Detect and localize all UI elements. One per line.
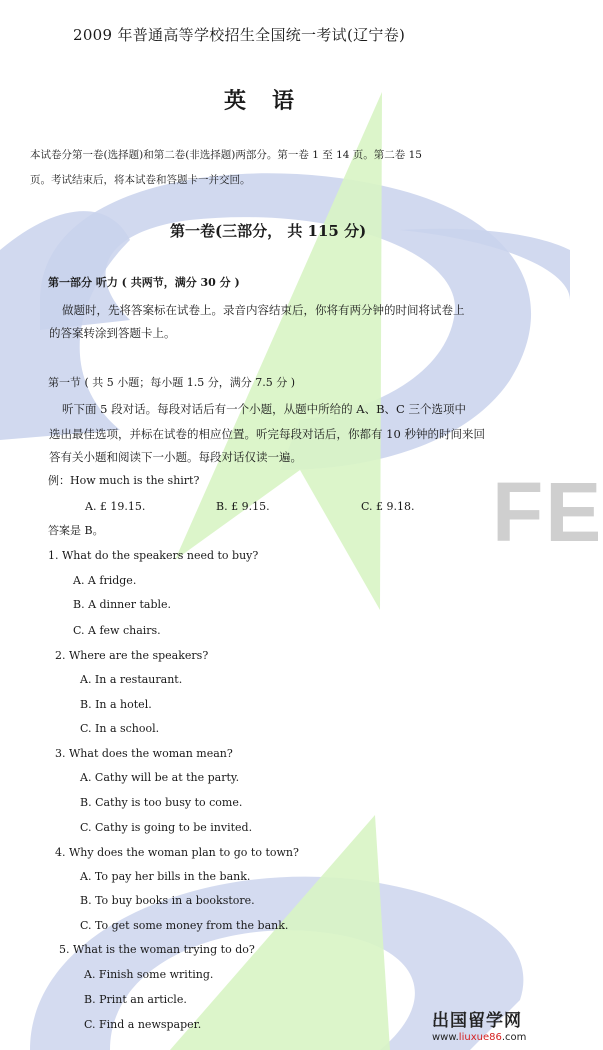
brand-url-highlight: liuxue86 <box>458 1031 502 1043</box>
intro-line-1: 本试卷分第一卷(选择题)和第二卷(非选择题)两部分。第一卷 1 至 14 页。第二卷 15 <box>30 149 422 161</box>
section1-instruction-line-3: 答有关小题和阅读下一小题。每段对话仅读一遍。 <box>49 450 302 464</box>
part1-instruction-line-2: 的答案转涂到答题卡上。 <box>49 326 176 340</box>
question-5-option-b: B. Print an article. <box>84 993 187 1006</box>
question-2-option-a: A. In a restaurant. <box>80 673 183 686</box>
watermark-letters: FE <box>492 465 603 559</box>
question-4: 4. Why does the woman plan to go to town? <box>55 846 299 859</box>
question-3-option-c: C. Cathy is going to be invited. <box>80 821 253 834</box>
question-2-option-c: C. In a school. <box>80 722 160 735</box>
example-answer: 答案是 B。 <box>48 524 104 537</box>
brand-url-suffix: .com <box>501 1031 527 1043</box>
question-2: 2. Where are the speakers? <box>55 649 209 662</box>
intro-line-2: 页。考试结束后，将本试卷和答题卡一并交回。 <box>30 174 251 186</box>
example-option-c: C. £ 9.18. <box>361 500 415 513</box>
question-4-option-a: A. To pay her bills in the bank. <box>80 870 251 883</box>
part1-title: 第一部分 听力 ( 共两节，满分 30 分 ) <box>48 276 240 289</box>
question-1-option-b: B. A dinner table. <box>73 598 172 611</box>
section1-instruction-line-2: 选出最佳选项，并标在试卷的相应位置。听完每段对话后，你都有 10 秒钟的时间来回 <box>49 427 485 441</box>
question-4-option-c: C. To get some money from the bank. <box>80 919 289 932</box>
brand-name: 出国留学网 <box>432 1011 522 1031</box>
part1-instruction-line-1: 做题时，先将答案标在试卷上。录音内容结束后，你将有两分钟的时间将试卷上 <box>62 303 465 317</box>
question-1: 1. What do the speakers need to buy? <box>48 549 259 562</box>
volume-title: 第一卷(三部分， 共 115 分) <box>170 222 367 240</box>
site-brand-watermark <box>432 1012 526 1043</box>
question-1-option-c: C. A few chairs. <box>73 624 161 637</box>
section1-title: 第一节 ( 共 5 小题；每小题 1.5 分，满分 7.5 分 ) <box>48 376 296 389</box>
question-4-option-b: B. To buy books in a bookstore. <box>80 894 255 907</box>
question-3: 3. What does the woman mean? <box>55 747 233 760</box>
question-3-option-b: B. Cathy is too busy to come. <box>80 796 243 809</box>
question-5-option-a: A. Finish some writing. <box>84 968 214 981</box>
question-1-option-a: A. A fridge. <box>73 574 137 587</box>
brand-url-prefix: www. <box>432 1031 459 1043</box>
question-3-option-a: A. Cathy will be at the party. <box>80 771 240 784</box>
question-5: 5. What is the woman trying to do? <box>59 943 255 956</box>
brand-url <box>432 1032 526 1043</box>
example-question: 例：How much is the shirt? <box>48 474 200 487</box>
example-option-b: B. £ 9.15. <box>216 500 270 513</box>
subject-title: 英语 <box>224 88 321 114</box>
exam-title: 2009 年普通高等学校招生全国统一考试(辽宁卷) <box>73 26 406 44</box>
section1-instruction-line-1: 听下面 5 段对话。每段对话后有一个小题，从题中所给的 A、B、C 三个选项中 <box>62 402 466 416</box>
question-5-option-c: C. Find a newspaper. <box>84 1018 202 1031</box>
example-option-a: A. £ 19.15. <box>85 500 146 513</box>
question-2-option-b: B. In a hotel. <box>80 698 152 711</box>
